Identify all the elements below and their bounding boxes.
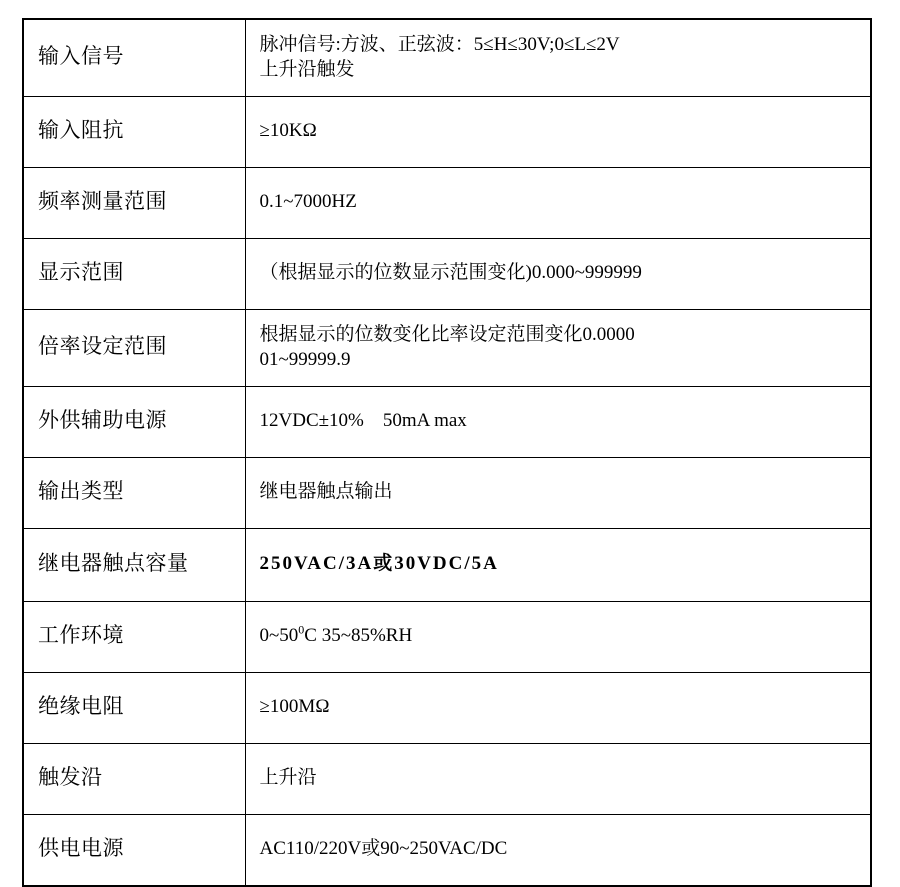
- table-row: [23, 19, 871, 97]
- row-label-input-impedance: 输入阻抗: [23, 97, 245, 168]
- value-prefix: 0~50: [259, 625, 299, 647]
- row-value-supply-power: AC110/220V或90~250VAC/DC: [245, 815, 871, 887]
- table-row: [23, 744, 871, 815]
- row-value-auxiliary-power: 12VDC±10% 50mA max: [245, 387, 871, 458]
- row-label-frequency-range: 频率测量范围: [23, 168, 245, 239]
- row-value-relay-capacity: 250VAC/3A或30VDC/5A: [245, 529, 871, 602]
- table-row: [23, 529, 871, 602]
- table-row: [23, 815, 871, 887]
- row-value-output-type: 继电器触点输出: [245, 458, 871, 529]
- table-row: [23, 602, 871, 673]
- table-row: [23, 673, 871, 744]
- row-label-auxiliary-power: 外供辅助电源: [23, 387, 245, 458]
- table-row: [23, 239, 871, 310]
- row-label-output-type: 输出类型: [23, 458, 245, 529]
- row-value-frequency-range: 0.1~7000HZ: [245, 168, 871, 239]
- row-value-input-impedance: ≥10KΩ: [245, 97, 871, 168]
- table-row: [23, 458, 871, 529]
- row-value-insulation-resistance: ≥100MΩ: [245, 673, 871, 744]
- value-line: 根据显示的位数变化比率设定范围变化0.0000: [259, 323, 635, 345]
- value-line: 脉冲信号:方波、正弦波：5≤H≤30V;0≤L≤2V: [259, 33, 620, 55]
- value-line: 上升沿触发: [259, 59, 355, 80]
- row-value-ratio-range: [245, 310, 871, 387]
- row-label-trigger-edge: 触发沿: [23, 744, 245, 815]
- row-label-input-signal: 输入信号: [23, 19, 245, 97]
- table-row: [23, 97, 871, 168]
- row-value-input-signal: [245, 19, 871, 97]
- row-label-insulation-resistance: 绝缘电阻: [23, 673, 245, 744]
- value-suffix: C 35~85%RH: [304, 625, 413, 647]
- row-label-operating-environment: 工作环境: [23, 602, 245, 673]
- table-row: [23, 168, 871, 239]
- row-label-supply-power: 供电电源: [23, 815, 245, 887]
- specification-table: [22, 18, 872, 887]
- value-line: 01~99999.9: [259, 349, 351, 370]
- table-row: [23, 310, 871, 387]
- row-value-display-range: （根据显示的位数显示范围变化)0.000~999999: [245, 239, 871, 310]
- row-label-ratio-range: 倍率设定范围: [23, 310, 245, 387]
- row-value-operating-environment: [245, 602, 871, 673]
- row-label-display-range: 显示范围: [23, 239, 245, 310]
- degree-superscript: 0: [298, 623, 305, 638]
- table-row: [23, 387, 871, 458]
- row-label-relay-capacity: 继电器触点容量: [23, 529, 245, 602]
- row-value-trigger-edge: 上升沿: [245, 744, 871, 815]
